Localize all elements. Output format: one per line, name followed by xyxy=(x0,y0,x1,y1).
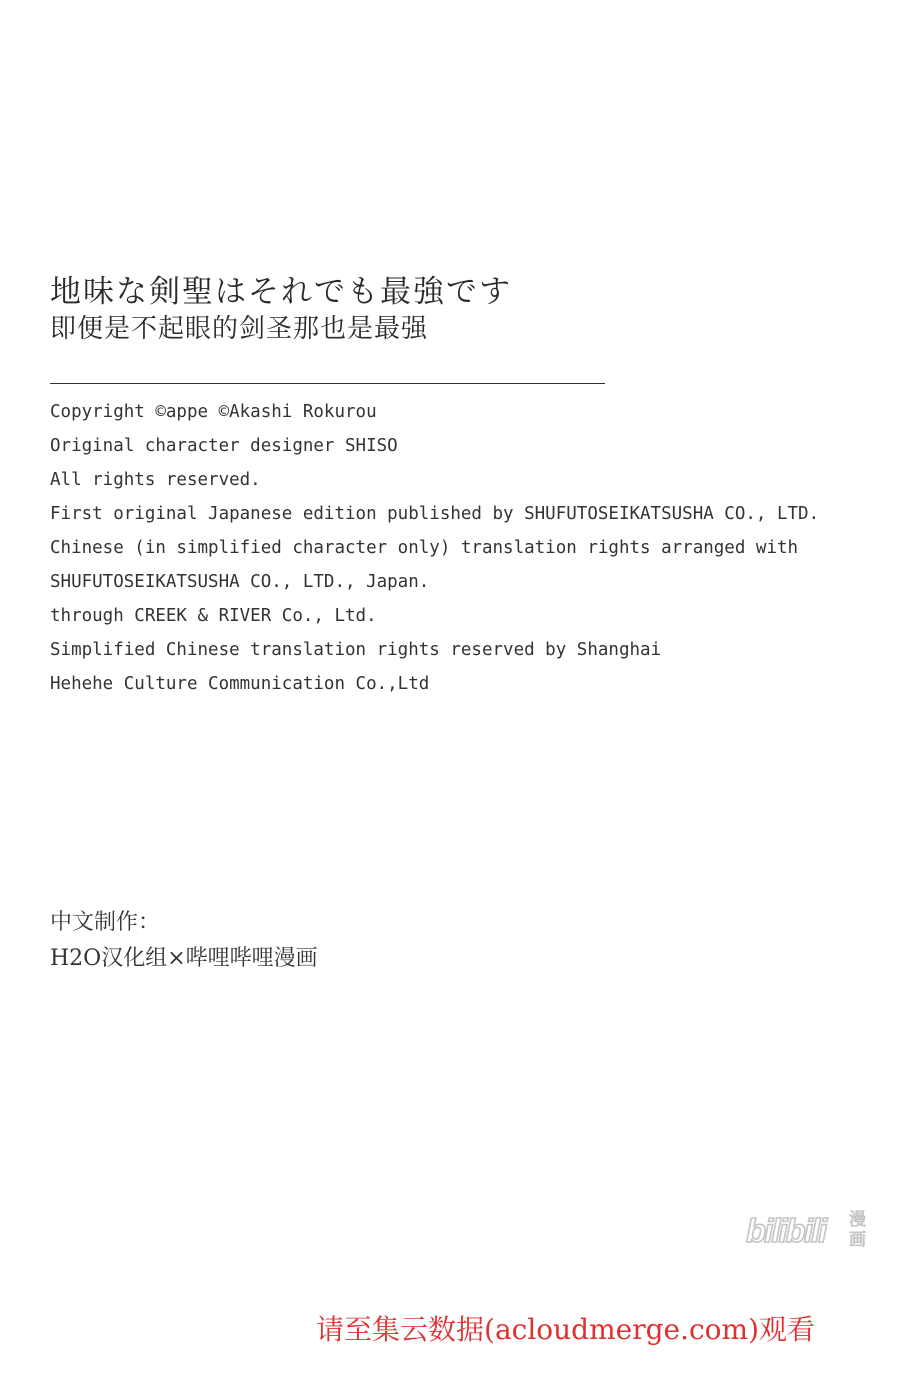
credit-line: First original Japanese edition published by SHUFUTOSEIKATSUSHA CO., LTD. xyxy=(50,504,820,524)
source-notice: 请至集云数据(acloudmerge.com)观看 xyxy=(316,1313,815,1346)
credit-line: Simplified Chinese translation rights reserved by Shanghai xyxy=(50,640,662,660)
watermark-side-text-top: 漫 xyxy=(849,1210,866,1230)
watermark-side-text-bottom: 画 xyxy=(849,1230,866,1250)
credit-line: All rights reserved. xyxy=(50,470,261,490)
title-chinese: 即便是不起眼的剑圣那也是最强 xyxy=(50,314,429,344)
credits-list xyxy=(50,395,819,701)
credit-line: Chinese (in simplified character only) translation rights arranged with xyxy=(50,538,799,558)
watermark-logo-text: bilibili xyxy=(746,1212,826,1249)
credit-line: Hehehe Culture Communication Co.,Ltd xyxy=(50,674,430,694)
credit-line: through CREEK & RIVER Co., Ltd. xyxy=(50,606,377,626)
bilibili-watermark-logo xyxy=(746,1205,868,1251)
credit-line: Original character designer SHISO xyxy=(50,436,398,456)
divider xyxy=(50,383,605,384)
chinese-production-value: H2O汉化组×哔哩哔哩漫画 xyxy=(50,946,318,971)
title-japanese: 地味な剣聖はそれでも最強です xyxy=(50,274,512,310)
credit-line: Copyright ©appe ©Akashi Rokurou xyxy=(50,402,377,422)
chinese-production-label: 中文制作： xyxy=(50,910,161,935)
credit-line: SHUFUTOSEIKATSUSHA CO., LTD., Japan. xyxy=(50,572,430,592)
